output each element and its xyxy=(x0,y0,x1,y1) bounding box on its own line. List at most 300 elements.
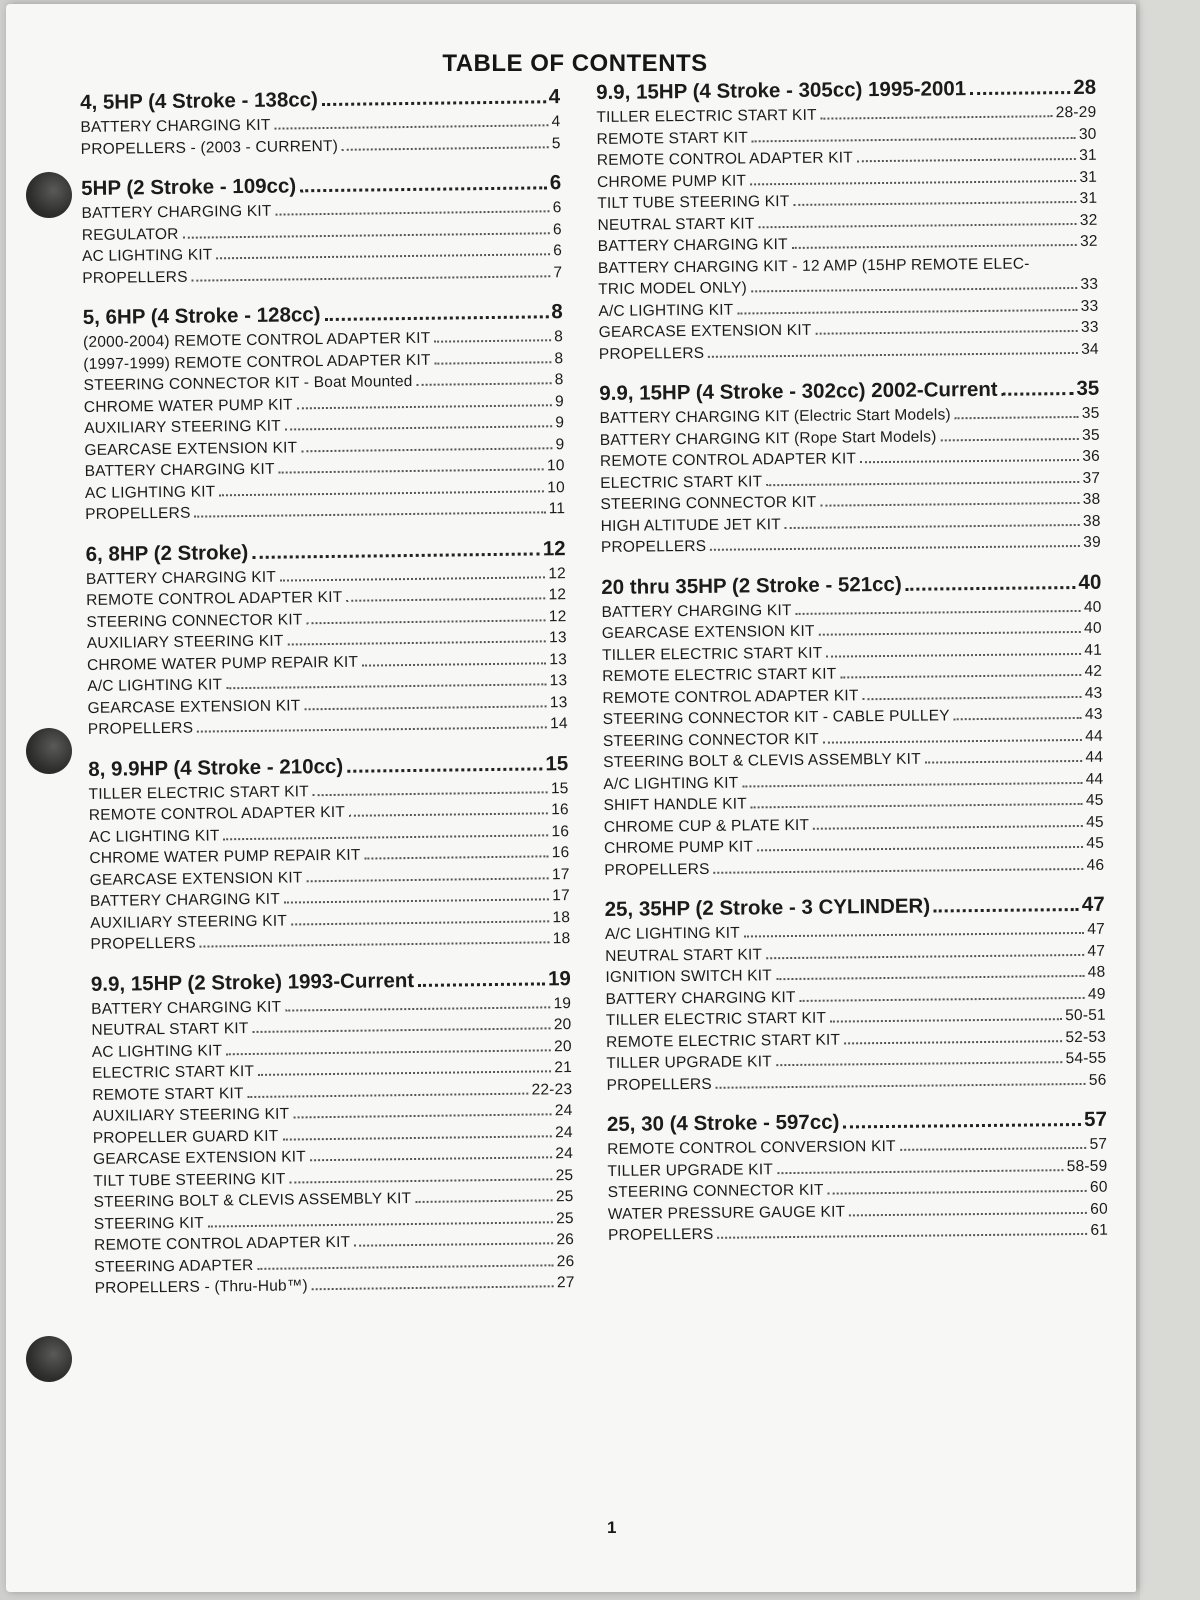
dot-leader xyxy=(291,920,550,925)
section-page-number: 40 xyxy=(1078,570,1102,594)
entry-label: AUXILIARY STEERING KIT xyxy=(84,417,282,437)
section-heading-label: 5, 6HP (4 Stroke - 128cc) xyxy=(82,303,321,329)
entry-page-number: 27 xyxy=(556,1274,575,1292)
entry-page-number: 4 xyxy=(551,113,561,131)
dot-leader xyxy=(813,824,1083,829)
entry-label: PROPELLERS xyxy=(90,934,196,953)
entry-page-number: 9 xyxy=(554,392,564,410)
dot-leader xyxy=(925,760,1083,764)
entry-page-number: 15 xyxy=(550,779,569,797)
section-heading xyxy=(607,1107,1107,1138)
entry-label: NEUTRAL START KIT xyxy=(605,945,763,965)
dot-leader xyxy=(183,232,550,238)
entry-label: STEERING CONNECTOR KIT - CABLE PULLEY xyxy=(602,707,950,728)
entry-page-number: 33 xyxy=(1080,275,1099,293)
dot-leader xyxy=(934,908,1079,913)
entry-page-number: 24 xyxy=(555,1123,573,1141)
toc-section xyxy=(605,892,1107,1096)
entry-page-number: 30 xyxy=(1078,125,1097,143)
entry-label: PROPELLERS xyxy=(608,1225,714,1244)
section-heading-label: 9.9, 15HP (4 Stroke - 302cc) 2002-Current xyxy=(599,377,998,405)
entry-page-number: 40 xyxy=(1084,619,1102,637)
toc-section xyxy=(88,751,570,956)
dot-leader xyxy=(744,932,1084,938)
dot-leader xyxy=(757,846,1083,851)
entry-page-number: 24 xyxy=(555,1145,574,1163)
section-heading xyxy=(599,376,1099,407)
section-page-number: 6 xyxy=(549,171,562,195)
entry-page-number: 13 xyxy=(548,629,567,647)
entry-page-number: 28-29 xyxy=(1055,103,1097,122)
entry-label: TRIC MODEL ONLY) xyxy=(598,279,748,298)
section-heading-label: 9.9, 15HP (4 Stroke - 305cc) 1995-2001 xyxy=(596,77,967,104)
dot-leader xyxy=(307,877,550,882)
dot-leader xyxy=(844,1040,1062,1044)
entry-page-number: 60 xyxy=(1089,1178,1108,1196)
entry-label: AUXILIARY STEERING KIT xyxy=(90,912,288,932)
dot-leader xyxy=(284,898,549,903)
toc-left-column xyxy=(80,84,575,1315)
entry-page-number: 47 xyxy=(1087,920,1106,938)
entry-label: A/C LIGHTING KIT xyxy=(604,924,740,943)
entry-label: IGNITION SWITCH KIT xyxy=(605,967,773,986)
dot-leader xyxy=(752,136,1076,141)
entry-page-number: 25 xyxy=(555,1188,574,1206)
entry-page-number: 16 xyxy=(551,822,570,840)
entry-label: PROPELLERS xyxy=(85,504,191,523)
section-page-number: 57 xyxy=(1083,1107,1108,1131)
entry-label: REMOTE CONTROL ADAPTER KIT xyxy=(602,686,859,707)
dot-leader xyxy=(830,1018,1062,1022)
entry-page-number: 9 xyxy=(555,414,565,432)
entry-label: BATTERY CHARGING KIT xyxy=(601,601,792,621)
entry-label: (1997-1999) REMOTE CONTROL ADAPTER KIT xyxy=(83,351,431,373)
entry-label: A/C LIGHTING KIT xyxy=(87,676,223,695)
entry-label: TILLER ELECTRIC START KIT xyxy=(596,106,817,126)
dot-leader xyxy=(849,1211,1087,1215)
binder-hole xyxy=(26,172,72,218)
entry-page-number: 17 xyxy=(552,887,570,905)
entry-page-number: 35 xyxy=(1081,426,1100,444)
section-page-number: 15 xyxy=(545,751,569,775)
dot-leader xyxy=(828,1190,1087,1195)
entry-label: STEERING CONNECTOR KIT xyxy=(86,610,303,631)
dot-leader xyxy=(346,597,545,601)
entry-label: STEERING CONNECTOR KIT xyxy=(602,730,819,750)
entry-label: ELECTRIC START KIT xyxy=(600,472,763,492)
entry-page-number: 19 xyxy=(553,994,572,1012)
binder-hole xyxy=(26,1336,72,1382)
entry-label: SHIFT HANDLE KIT xyxy=(603,795,747,814)
entry-page-number: 44 xyxy=(1085,727,1103,745)
dot-leader xyxy=(354,1242,553,1246)
dot-leader xyxy=(300,186,547,192)
dot-leader xyxy=(1002,392,1074,396)
dot-leader xyxy=(955,416,1079,419)
entry-page-number: 40 xyxy=(1083,598,1102,616)
toc-entry xyxy=(95,1272,575,1299)
dot-leader xyxy=(906,586,1076,591)
entry-label: BATTERY CHARGING KIT xyxy=(85,568,277,588)
entry-page-number: 10 xyxy=(547,478,565,496)
entry-page-number: 14 xyxy=(550,715,568,733)
entry-page-number: 10 xyxy=(546,457,565,475)
entry-label: BATTERY CHARGING KIT xyxy=(84,460,275,480)
entry-label: REMOTE ELECTRIC START KIT xyxy=(602,665,837,685)
dot-leader xyxy=(362,662,546,666)
entry-page-number: 18 xyxy=(552,908,571,926)
dot-leader xyxy=(219,490,544,496)
entry-label: AUXILIARY STEERING KIT xyxy=(92,1105,290,1125)
entry-label: BATTERY CHARGING KIT (Rope Start Models) xyxy=(599,427,937,449)
dot-leader xyxy=(312,1285,554,1290)
entry-label: REMOTE CONTROL ADAPTER KIT xyxy=(599,450,857,470)
entry-page-number: 46 xyxy=(1086,856,1105,874)
dot-leader xyxy=(860,459,1079,463)
section-heading-label: 4, 5HP (4 Stroke - 138cc) xyxy=(80,88,319,114)
entry-page-number: 11 xyxy=(548,500,566,518)
entry-page-number: 26 xyxy=(556,1252,575,1270)
entry-page-number: 54-55 xyxy=(1065,1049,1107,1068)
entry-page-number: 50-51 xyxy=(1065,1006,1106,1025)
dot-leader xyxy=(217,253,551,259)
dot-leader xyxy=(843,1123,1081,1128)
dot-leader xyxy=(821,115,1053,119)
section-heading xyxy=(605,892,1105,923)
dot-leader xyxy=(941,437,1080,440)
entry-label: ELECTRIC START KIT xyxy=(91,1062,255,1082)
entry-page-number: 43 xyxy=(1084,705,1103,723)
dot-leader xyxy=(792,244,1077,249)
dot-leader xyxy=(258,1070,551,1076)
entry-page-number: 31 xyxy=(1079,189,1098,207)
dot-leader xyxy=(718,1233,1088,1239)
toc-section xyxy=(607,1107,1108,1247)
entry-page-number: 44 xyxy=(1085,770,1104,788)
dot-leader xyxy=(226,683,546,689)
section-heading-label: 25, 35HP (2 Stroke - 3 CYLINDER) xyxy=(604,894,931,921)
dot-leader xyxy=(820,502,1079,507)
dot-leader xyxy=(751,287,1078,292)
toc-entry xyxy=(82,262,562,289)
entry-page-number: 39 xyxy=(1083,533,1101,551)
entry-page-number: 49 xyxy=(1087,985,1106,1003)
entry-label: PROPELLERS - (2003 - CURRENT) xyxy=(80,137,339,158)
dot-leader xyxy=(742,781,1082,787)
section-heading-label: 9.9, 15HP (2 Stroke) 1993-Current xyxy=(90,968,415,996)
toc-entry xyxy=(608,1220,1108,1247)
dot-leader xyxy=(226,1049,551,1055)
section-heading-label: 8, 9.9HP (4 Stroke - 210cc) xyxy=(88,754,344,781)
entry-label: TILLER ELECTRIC START KIT xyxy=(601,644,823,664)
entry-label: CHROME CUP & PLATE KIT xyxy=(603,816,810,836)
dot-leader xyxy=(347,767,542,772)
dot-leader xyxy=(192,275,551,281)
toc-entry xyxy=(81,133,561,160)
entry-page-number: 45 xyxy=(1086,813,1104,831)
dot-leader xyxy=(248,1092,529,1097)
dot-leader xyxy=(313,791,548,796)
entry-page-number: 6 xyxy=(553,242,563,260)
entry-page-number: 33 xyxy=(1080,297,1099,315)
dot-leader xyxy=(714,867,1084,873)
entry-label: WATER PRESSURE GAUGE KIT xyxy=(607,1202,846,1223)
entry-label: PROPELLERS - (Thru-Hub™) xyxy=(94,1277,308,1297)
entry-page-number: 22-23 xyxy=(531,1080,573,1099)
dot-leader xyxy=(415,1199,553,1203)
dot-leader xyxy=(195,511,546,517)
dot-leader xyxy=(766,953,1084,958)
entry-label: A/C LIGHTING KIT xyxy=(598,301,734,320)
entry-label: STEERING BOLT & CLEVIS ASSEMBLY KIT xyxy=(93,1190,412,1211)
entry-label: PROPELLERS xyxy=(598,344,705,363)
toc-section xyxy=(601,569,1104,881)
toc-entry xyxy=(85,498,565,525)
dot-leader xyxy=(796,609,1081,614)
dot-leader xyxy=(434,339,551,342)
entry-label: REMOTE ELECTRIC START KIT xyxy=(605,1030,841,1051)
section-page-number: 8 xyxy=(551,300,563,324)
entry-label: TILT TUBE STEERING KIT xyxy=(93,1170,286,1190)
entry-label: BATTERY CHARGING KIT xyxy=(605,988,796,1008)
entry-label: CHROME WATER PUMP REPAIR KIT xyxy=(89,846,361,867)
entry-label: CHROME WATER PUMP REPAIR KIT xyxy=(86,653,359,674)
dot-leader xyxy=(751,803,1083,808)
entry-label: STEERING ADAPTER xyxy=(94,1256,254,1276)
section-heading xyxy=(596,75,1096,106)
dot-leader xyxy=(819,631,1082,636)
toc-entry xyxy=(88,713,568,740)
entry-page-number: 25 xyxy=(555,1166,574,1184)
dot-leader xyxy=(197,726,547,732)
dot-leader xyxy=(863,695,1082,699)
entry-label: TILLER ELECTRIC START KIT xyxy=(605,1009,827,1029)
section-heading-label: 5HP (2 Stroke - 109cc) xyxy=(81,174,297,200)
entry-label: CHROME PUMP KIT xyxy=(596,171,747,191)
dot-leader xyxy=(252,552,540,559)
entry-page-number: 7 xyxy=(553,263,563,281)
toc-section xyxy=(80,84,561,160)
entry-page-number: 31 xyxy=(1079,146,1097,164)
entry-label: REMOTE CONTROL CONVERSION KIT xyxy=(607,1137,896,1158)
section-page-number: 47 xyxy=(1081,892,1105,916)
entry-page-number: 45 xyxy=(1085,791,1104,809)
entry-label: GEARCASE EXTENSION KIT xyxy=(601,622,815,642)
entry-page-number: 38 xyxy=(1082,490,1101,508)
dot-leader xyxy=(285,425,552,430)
entry-page-number: 16 xyxy=(551,844,570,862)
dot-leader xyxy=(418,982,545,987)
dot-leader xyxy=(304,705,547,710)
dot-leader xyxy=(800,996,1085,1001)
entry-page-number: 32 xyxy=(1079,232,1098,250)
dot-leader xyxy=(970,91,1070,95)
entry-page-number: 58-59 xyxy=(1066,1157,1108,1175)
entry-label: BATTERY CHARGING KIT - 12 AMP (15HP REMOTE ELEC- xyxy=(597,254,1030,277)
entry-label: BATTERY CHARGING KIT xyxy=(91,998,282,1018)
dot-leader xyxy=(293,1113,552,1118)
toc-section xyxy=(83,299,566,525)
entry-label: BATTERY CHARGING KIT xyxy=(81,202,272,222)
section-page-number: 35 xyxy=(1076,376,1100,400)
entry-label: REMOTE CONTROL ADAPTER KIT xyxy=(88,803,346,824)
entry-page-number: 12 xyxy=(548,564,567,582)
entry-label: GEARCASE EXTENSION KIT xyxy=(87,696,301,717)
dot-leader xyxy=(322,100,546,106)
dot-leader xyxy=(208,1221,553,1227)
entry-label: PROPELLERS xyxy=(87,719,194,738)
dot-leader xyxy=(435,361,552,364)
entry-page-number: 52-53 xyxy=(1065,1028,1107,1046)
entry-label: AC LIGHTING KIT xyxy=(81,246,213,265)
dot-leader xyxy=(285,1006,550,1011)
entry-label: STEERING CONNECTOR KIT xyxy=(600,493,817,513)
entry-label: NEUTRAL START KIT xyxy=(597,214,755,234)
toc-section xyxy=(599,376,1101,559)
page-number: 1 xyxy=(607,1518,617,1537)
entry-page-number: 42 xyxy=(1084,662,1103,680)
dot-leader xyxy=(708,351,1078,357)
dot-leader xyxy=(325,315,549,321)
entry-page-number: 8 xyxy=(554,349,564,367)
dot-leader xyxy=(776,1061,1063,1066)
dot-leader xyxy=(900,1147,1087,1151)
entry-label: STEERING CONNECTOR KIT - Boat Mounted xyxy=(83,372,413,394)
entry-label: GEARCASE EXTENSION KIT xyxy=(598,321,812,341)
dot-leader xyxy=(840,674,1081,679)
entry-page-number: 13 xyxy=(549,672,568,690)
entry-label: AC LIGHTING KIT xyxy=(91,1041,223,1061)
dot-leader xyxy=(279,468,544,473)
entry-label: TILT TUBE STEERING KIT xyxy=(597,192,790,212)
toc-section xyxy=(91,966,575,1300)
section-page-number: 19 xyxy=(547,966,572,990)
entry-page-number: 18 xyxy=(552,930,571,948)
entry-label: PROPELLERS xyxy=(82,268,188,287)
dot-leader xyxy=(276,210,550,215)
entry-page-number: 13 xyxy=(549,650,568,668)
dot-leader xyxy=(954,717,1082,720)
dot-leader xyxy=(306,619,545,624)
entry-page-number: 24 xyxy=(554,1102,573,1120)
entry-label: TILLER UPGRADE KIT xyxy=(607,1160,774,1180)
entry-label: REMOTE CONTROL ADAPTER KIT xyxy=(596,149,854,169)
dot-leader xyxy=(290,1178,553,1183)
entry-page-number: 56 xyxy=(1088,1071,1107,1089)
dot-leader xyxy=(301,447,552,452)
entry-label: NEUTRAL START KIT xyxy=(91,1020,249,1039)
dot-leader xyxy=(785,523,1080,528)
entry-page-number: 8 xyxy=(554,328,564,346)
entry-page-number: 37 xyxy=(1082,469,1101,487)
entry-page-number: 47 xyxy=(1087,942,1106,960)
entry-page-number: 25 xyxy=(556,1209,574,1227)
section-page-number: 12 xyxy=(542,536,566,560)
toc-entry xyxy=(599,338,1099,365)
entry-page-number: 38 xyxy=(1082,512,1101,530)
dot-leader xyxy=(777,1169,1064,1174)
entry-label: GEARCASE EXTENSION KIT xyxy=(89,868,303,889)
binder-hole xyxy=(26,728,72,774)
entry-label: GEARCASE EXTENSION KIT xyxy=(84,438,298,459)
entry-page-number: 9 xyxy=(555,435,565,453)
background-surface xyxy=(1140,0,1200,1600)
entry-label: REMOTE CONTROL ADAPTER KIT xyxy=(86,588,343,609)
entry-page-number: 5 xyxy=(551,134,561,152)
dot-leader xyxy=(282,1135,552,1140)
dot-leader xyxy=(737,308,1077,314)
dot-leader xyxy=(349,812,548,816)
dot-leader xyxy=(257,1264,553,1270)
entry-label: AUXILIARY STEERING KIT xyxy=(86,632,284,652)
dot-leader xyxy=(275,124,549,129)
dot-leader xyxy=(288,640,547,645)
section-heading xyxy=(601,569,1101,600)
section-page-number: 28 xyxy=(1073,75,1097,100)
entry-page-number: 6 xyxy=(552,220,562,238)
entry-label: CHROME WATER PUMP KIT xyxy=(83,395,293,416)
entry-page-number: 41 xyxy=(1084,641,1103,659)
entry-page-number: 43 xyxy=(1084,684,1103,702)
entry-page-number: 34 xyxy=(1081,340,1099,358)
section-page-number: 4 xyxy=(548,85,561,109)
dot-leader xyxy=(310,1156,553,1161)
entry-label: GEARCASE EXTENSION KIT xyxy=(92,1148,306,1168)
dot-leader xyxy=(759,222,1077,227)
entry-label: AC LIGHTING KIT xyxy=(84,482,216,502)
entry-label: PROPELLERS xyxy=(600,537,707,556)
dot-leader xyxy=(793,201,1076,206)
entry-label: REMOTE CONTROL ADAPTER KIT xyxy=(94,1233,351,1254)
dot-leader xyxy=(823,738,1082,743)
entry-page-number: 33 xyxy=(1080,318,1099,336)
entry-label: PROPELLERS xyxy=(604,860,710,879)
entry-page-number: 12 xyxy=(548,586,567,604)
entry-page-number: 44 xyxy=(1085,748,1104,766)
entry-label: AC LIGHTING KIT xyxy=(89,826,220,846)
dot-leader xyxy=(826,652,1081,657)
entry-page-number: 35 xyxy=(1081,404,1100,422)
entry-label: REMOTE START KIT xyxy=(92,1084,244,1104)
entry-page-number: 31 xyxy=(1079,168,1098,186)
dot-leader xyxy=(342,146,549,151)
entry-label: BATTERY CHARGING KIT xyxy=(80,116,271,136)
section-heading-label: 25, 30 (4 Stroke - 597cc) xyxy=(606,1110,840,1136)
entry-page-number: 20 xyxy=(553,1016,572,1034)
entry-page-number: 45 xyxy=(1086,834,1105,852)
entry-label: BATTERY CHARGING KIT (Electric Start Models) xyxy=(599,406,951,427)
dot-leader xyxy=(750,179,1076,184)
toc-section xyxy=(81,170,562,289)
dot-leader xyxy=(280,576,545,581)
entry-label: (2000-2004) REMOTE CONTROL ADAPTER KIT xyxy=(82,329,431,351)
entry-page-number: 16 xyxy=(551,801,569,819)
dot-leader xyxy=(816,330,1079,335)
page-title: TABLE OF CONTENTS xyxy=(442,50,708,77)
entry-page-number: 13 xyxy=(549,693,568,711)
toc-section xyxy=(86,536,568,741)
section-heading-label: 6, 8HP (2 Stroke) xyxy=(85,540,249,566)
entry-label: BATTERY CHARGING KIT xyxy=(89,890,281,910)
dot-leader xyxy=(857,158,1076,162)
entry-page-number: 26 xyxy=(556,1231,575,1249)
entry-page-number: 20 xyxy=(553,1037,572,1055)
toc-section xyxy=(596,75,1099,365)
entry-label: STEERING KIT xyxy=(93,1214,205,1233)
dot-leader xyxy=(716,1082,1086,1088)
dot-leader xyxy=(365,855,549,859)
entry-page-number: 36 xyxy=(1082,447,1101,465)
